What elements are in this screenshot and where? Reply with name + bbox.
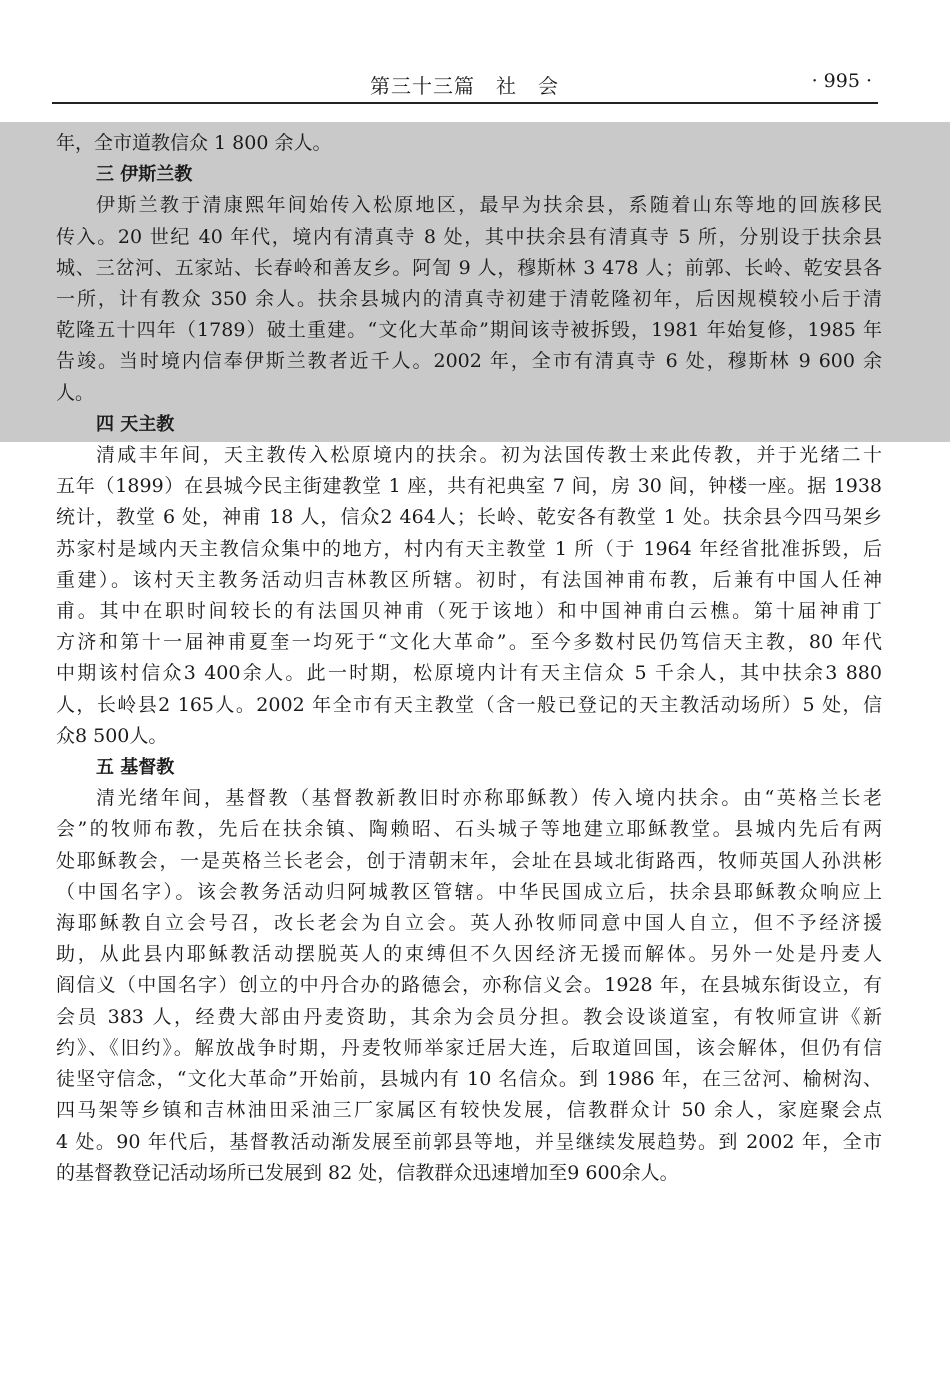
- text-line: 苏家村是域内天主教信众集中的地方，村内有天主教堂 1 所（于 1964 年经省批准拆毁，后: [56, 537, 882, 560]
- page-number: · 995 ·: [811, 70, 872, 92]
- running-header: [52, 68, 878, 104]
- text-line: 约》、《旧约》。解放战争时期，丹麦牧师举家迁居大连，后取道回国，该会解体，但仍有信: [56, 1036, 882, 1059]
- text-line: 五年（1899）在县城今民主街建教堂 1 座，共有祀典室 7 间，房 30 间，钟楼一座。据 1938: [56, 475, 882, 498]
- text-line: 四马架等乡镇和吉林油田采油三厂家属区有较快发展，信教群众计 50 余人，家庭聚会点: [56, 1099, 882, 1122]
- text-line: 重建）。该村天主教务活动归吉林教区所辖。初时，有法国神甫布教，后兼有中国人任神: [56, 568, 882, 591]
- text-line: 众8 500人。: [56, 724, 168, 747]
- text-line: 伊斯兰教于清康熙年间始传入松原地区，最早为扶余县，系随着山东等地的回族移民: [96, 194, 882, 217]
- text-line: 统计，教堂 6 处，神甫 18 人，信众2 464人；长岭、乾安各有教堂 1 处。扶余县今四马架乡: [56, 506, 882, 529]
- text-line: 方济和第十一届神甫夏奎一均死于“文化大革命”。至今多数村民仍笃信天主教，80 年代: [56, 631, 882, 654]
- text-line: 的基督教登记活动场所已发展到 82 处，信教群众迅速增加至9 600余人。: [56, 1161, 679, 1184]
- body-text: [56, 128, 882, 1189]
- text-line: 一所，计有教众 350 余人。扶余县城内的清真寺初建于清乾隆初年，后因规模较小后于清: [56, 288, 882, 311]
- text-line: 会员 383 人，经费大部由丹麦资助，其余为会员分担。教会设谈道室，有牧师宣讲《新: [56, 1005, 882, 1028]
- text-line: 处耶稣教会，一是英格兰长老会，创于清朝末年，会址在县域北街路西，牧师英国人孙洪彬: [56, 849, 882, 872]
- text-line: 清咸丰年间，天主教传入松原境内的扶余。初为法国传教士来此传教，并于光绪二十: [96, 444, 882, 467]
- text-line: 海耶稣教自立会号召，改长老会为自立会。英人孙牧师同意中国人自立，但不予经济援: [56, 912, 882, 935]
- text-line: 会”的牧师布教，先后在扶余镇、陶赖昭、石头城子等地建立耶稣教堂。县城内先后有两: [56, 818, 882, 841]
- section-heading-islam: 三 伊斯兰教: [96, 164, 193, 186]
- text-line: 徒坚守信念，“文化大革命”开始前，县城内有 10 名信众。到 1986 年，在三岔河、榆树沟、: [56, 1068, 882, 1091]
- text-line: 清光绪年间，基督教（基督教新教旧时亦称耶稣教）传入境内扶余。由“英格兰长老: [96, 787, 882, 810]
- text-line: 乾隆五十四年（1789）破土重建。“文化大革命”期间该寺被拆毁，1981 年始复修，1985 年: [56, 319, 882, 342]
- text-line: 甫。其中在职时间较长的有法国贝神甫（死于该地）和中国神甫白云樵。第十届神甫丁: [56, 600, 882, 623]
- text-line: 城、三岔河、五家站、长春岭和善友乡。阿訇 9 人，穆斯林 3 478 人；前郭、长岭、乾安县各: [56, 256, 882, 279]
- text-line: 传入。20 世纪 40 年代，境内有清真寺 8 处，其中扶余县有清真寺 5 所，分别设于扶余县: [56, 225, 882, 248]
- intro-line: 年，全市道教信众 1 800 余人。: [56, 132, 332, 154]
- text-line: （中国名字）。该会教务活动归阿城教区管辖。中华民国成立后，扶余县耶稣教众响应上: [56, 880, 882, 903]
- text-line: 4 处。90 年代后，基督教活动渐发展至前郭县等地，并呈继续发展趋势。到 2002 年，全市: [56, 1130, 882, 1153]
- text-line: 告竣。当时境内信奉伊斯兰教者近千人。2002 年，全市有清真寺 6 处，穆斯林 9 600 余: [56, 350, 882, 373]
- text-line: 人，长岭县2 165人。2002 年全市有天主教堂（含一般已登记的天主教活动场所）5 处，信: [56, 693, 882, 716]
- section-heading-christianity: 五 基督教: [96, 757, 175, 779]
- text-line: 中期该村信众3 400余人。此一时期，松原境内计有天主信众 5 千余人，其中扶余3 880: [56, 662, 882, 685]
- chapter-title: 第三十三篇 社 会: [370, 74, 559, 98]
- text-line: 助，从此县内耶稣教活动摆脱英人的束缚但不久因经济无援而解体。另外一处是丹麦人: [56, 943, 882, 966]
- section-heading-catholicism: 四 天主教: [96, 413, 175, 435]
- text-line: 人。: [56, 381, 95, 404]
- text-line: 阎信义（中国名字）创立的中丹合办的路德会，亦称信义会。1928 年，在县城东街设立，有: [56, 974, 882, 997]
